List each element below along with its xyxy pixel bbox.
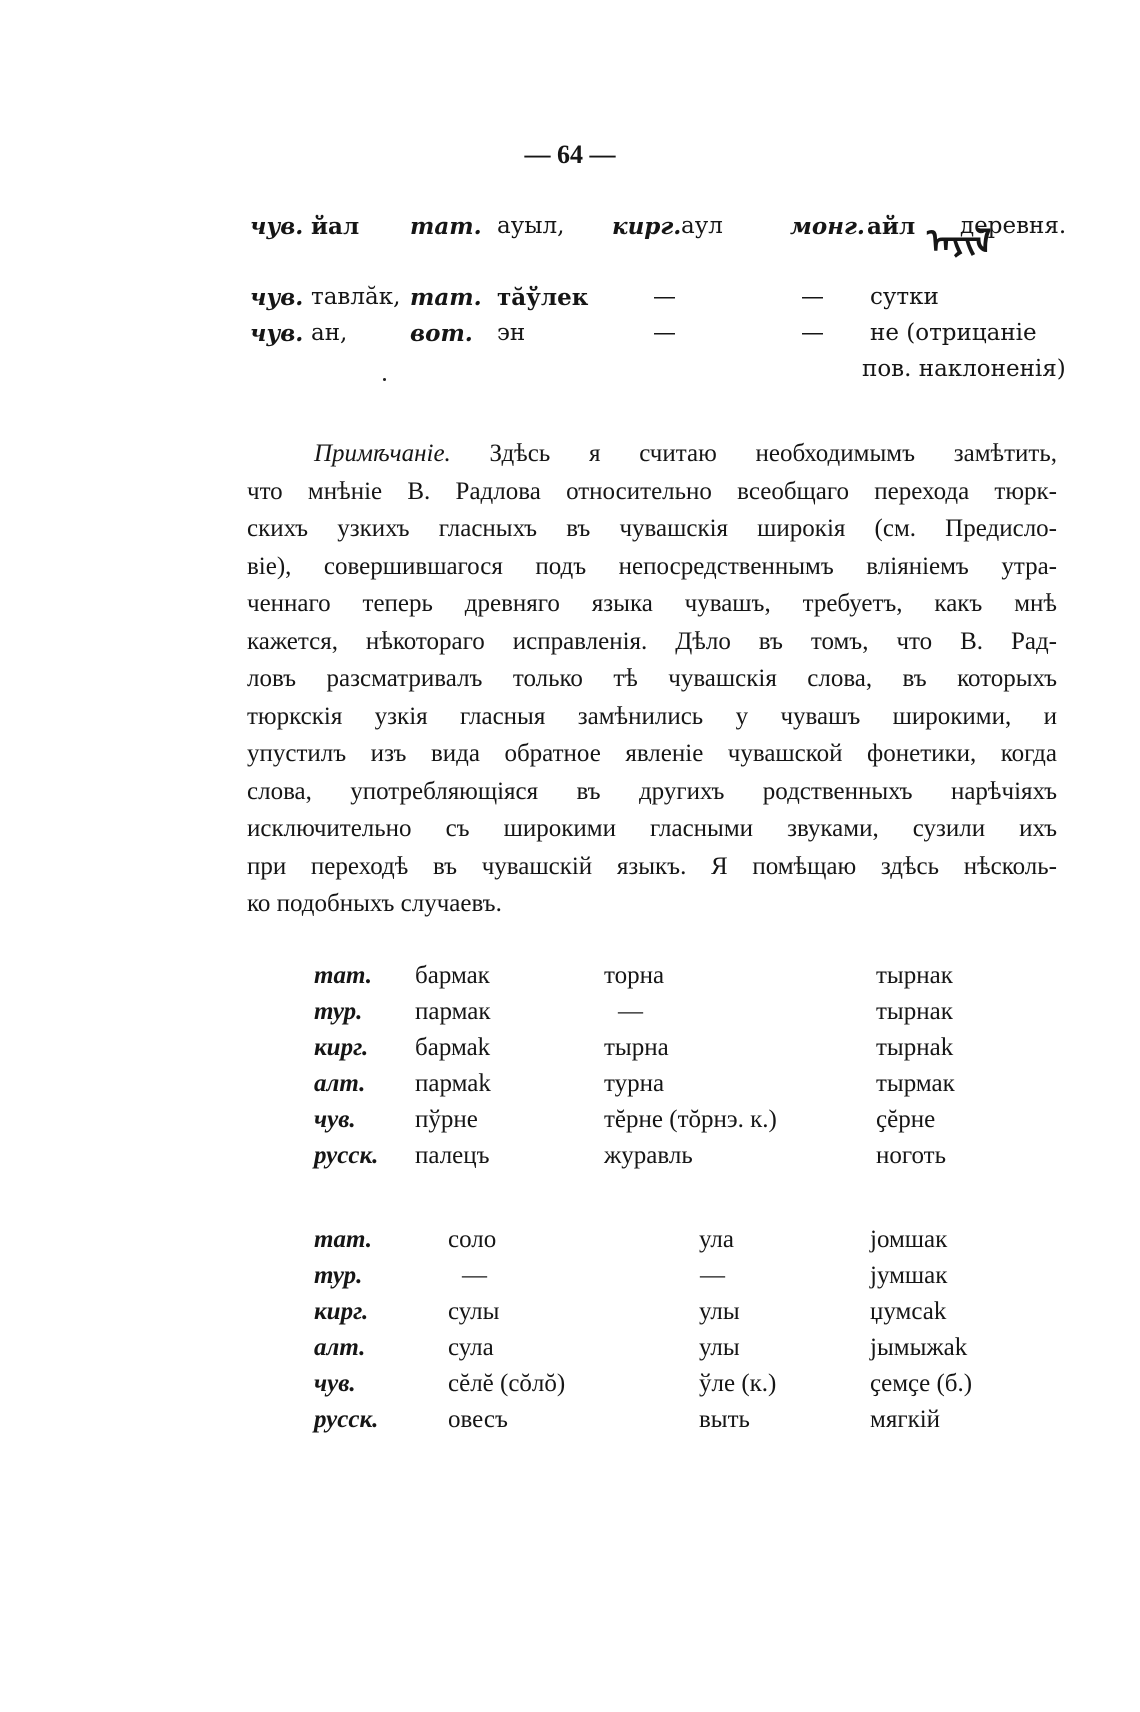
note-line: исключительно съ широкими гласными звуками, сузили ихъ <box>247 815 1057 842</box>
note-line: упустилъ изъ вида обратное явленіе чувашской фонетики, когда <box>247 740 1057 767</box>
note-line: что мнѣніе В. Радлова относительно всеобщаго перехода тюрк- <box>247 477 1057 505</box>
note-line: Примѣчаніе. Здѣсь я считаю необходимымъ замѣтить, <box>314 440 1057 467</box>
mongolian-script: ᠠᠶᠢᠯ <box>927 222 992 262</box>
lang-label: чув. <box>250 284 304 311</box>
note-line: при переходѣ въ чувашскій языкъ. Я помѣщаю здѣсь нѣсколь- <box>247 852 1057 880</box>
dash: — <box>801 320 824 346</box>
note-line: скихъ узкихъ гласныхъ въ чувашскія широкія (см. Предисло- <box>247 515 1057 542</box>
top-row-2 <box>0 284 1140 324</box>
lang-label: чув. <box>250 213 304 240</box>
page-number: — 64 — <box>524 140 616 169</box>
lang-label: тат. <box>410 284 482 311</box>
stray-dot <box>383 378 386 381</box>
meaning: деревня. <box>960 213 1067 239</box>
table-row: алт. пармаk турна тырмак <box>314 1070 955 1097</box>
table-row: тат. соло ула јомшак <box>314 1226 948 1253</box>
top-row-3 <box>0 320 1140 360</box>
table-row: алт. сула улы јымыжаk <box>314 1334 968 1361</box>
top-row-1 <box>0 213 1140 262</box>
word: йал <box>311 213 360 240</box>
word: ан, <box>311 320 348 346</box>
lang-label: чув. <box>250 320 304 347</box>
note-title: Примѣчаніе. <box>314 440 451 467</box>
lang-label: вот. <box>410 320 473 347</box>
table-row: русск. палецъ журавль ноготь <box>314 1142 947 1169</box>
meaning-continued: пов. наклоненія) <box>862 356 1066 382</box>
table-row: русск. овесъ выть мягкій <box>314 1406 941 1433</box>
note-line: віе), совершившагося подъ непосредственнымъ вліяніемъ утра- <box>247 552 1057 580</box>
lang-label: кирг. <box>612 213 682 240</box>
dash: — <box>653 284 676 310</box>
lang-label: тат. <box>410 213 482 240</box>
table-row: тур. — — јумшак <box>314 1262 948 1289</box>
table-row: чув. сĕлĕ (сŏлŏ) ўле (к.) ҫемҫе (б.) <box>314 1370 973 1397</box>
meaning: сутки <box>870 284 939 310</box>
word: тăўлек <box>497 284 589 311</box>
table-row: тат. бармак торна тырнак <box>314 962 953 989</box>
word: тавлăк, <box>311 284 401 310</box>
note-line: ченнаго теперь древняго языка чувашъ, требуетъ, какъ мнѣ <box>247 590 1057 617</box>
table-row: чув. пўрне тĕрне (тŏрнэ. к.) ҫĕрне <box>314 1106 936 1133</box>
word: эн <box>497 320 526 346</box>
table-row: тур. пармак — тырнак <box>314 998 953 1025</box>
meaning: не (отрицаніе <box>870 320 1037 346</box>
dash: — <box>653 320 676 346</box>
word: айл <box>867 213 916 240</box>
table-row: кирг. сулы улы џумсаk <box>314 1298 947 1325</box>
table-row: кирг. бармаk тырна тырнаk <box>314 1034 954 1061</box>
top-row-3-cont <box>0 356 1140 396</box>
note-line: ловъ разсматривалъ только тѣ чувашскія слова, въ которыхъ <box>247 665 1057 692</box>
word: ауыл, <box>497 213 565 239</box>
note-paragraph <box>247 435 1057 923</box>
lang-label: монг. <box>790 213 865 240</box>
note-line: кажется, нѣкотораго исправленія. Дѣло въ томъ, что В. Рад- <box>247 627 1057 655</box>
dash: — <box>801 284 824 310</box>
note-line: тюркскія узкія гласныя замѣнились у чувашъ широкими, и <box>247 702 1057 730</box>
word: аул <box>681 213 723 239</box>
note-line: ко подобныхъ случаевъ. <box>247 890 502 917</box>
note-line: слова, употребляющіяся въ другихъ родственныхъ нарѣчіяхъ <box>247 777 1057 805</box>
